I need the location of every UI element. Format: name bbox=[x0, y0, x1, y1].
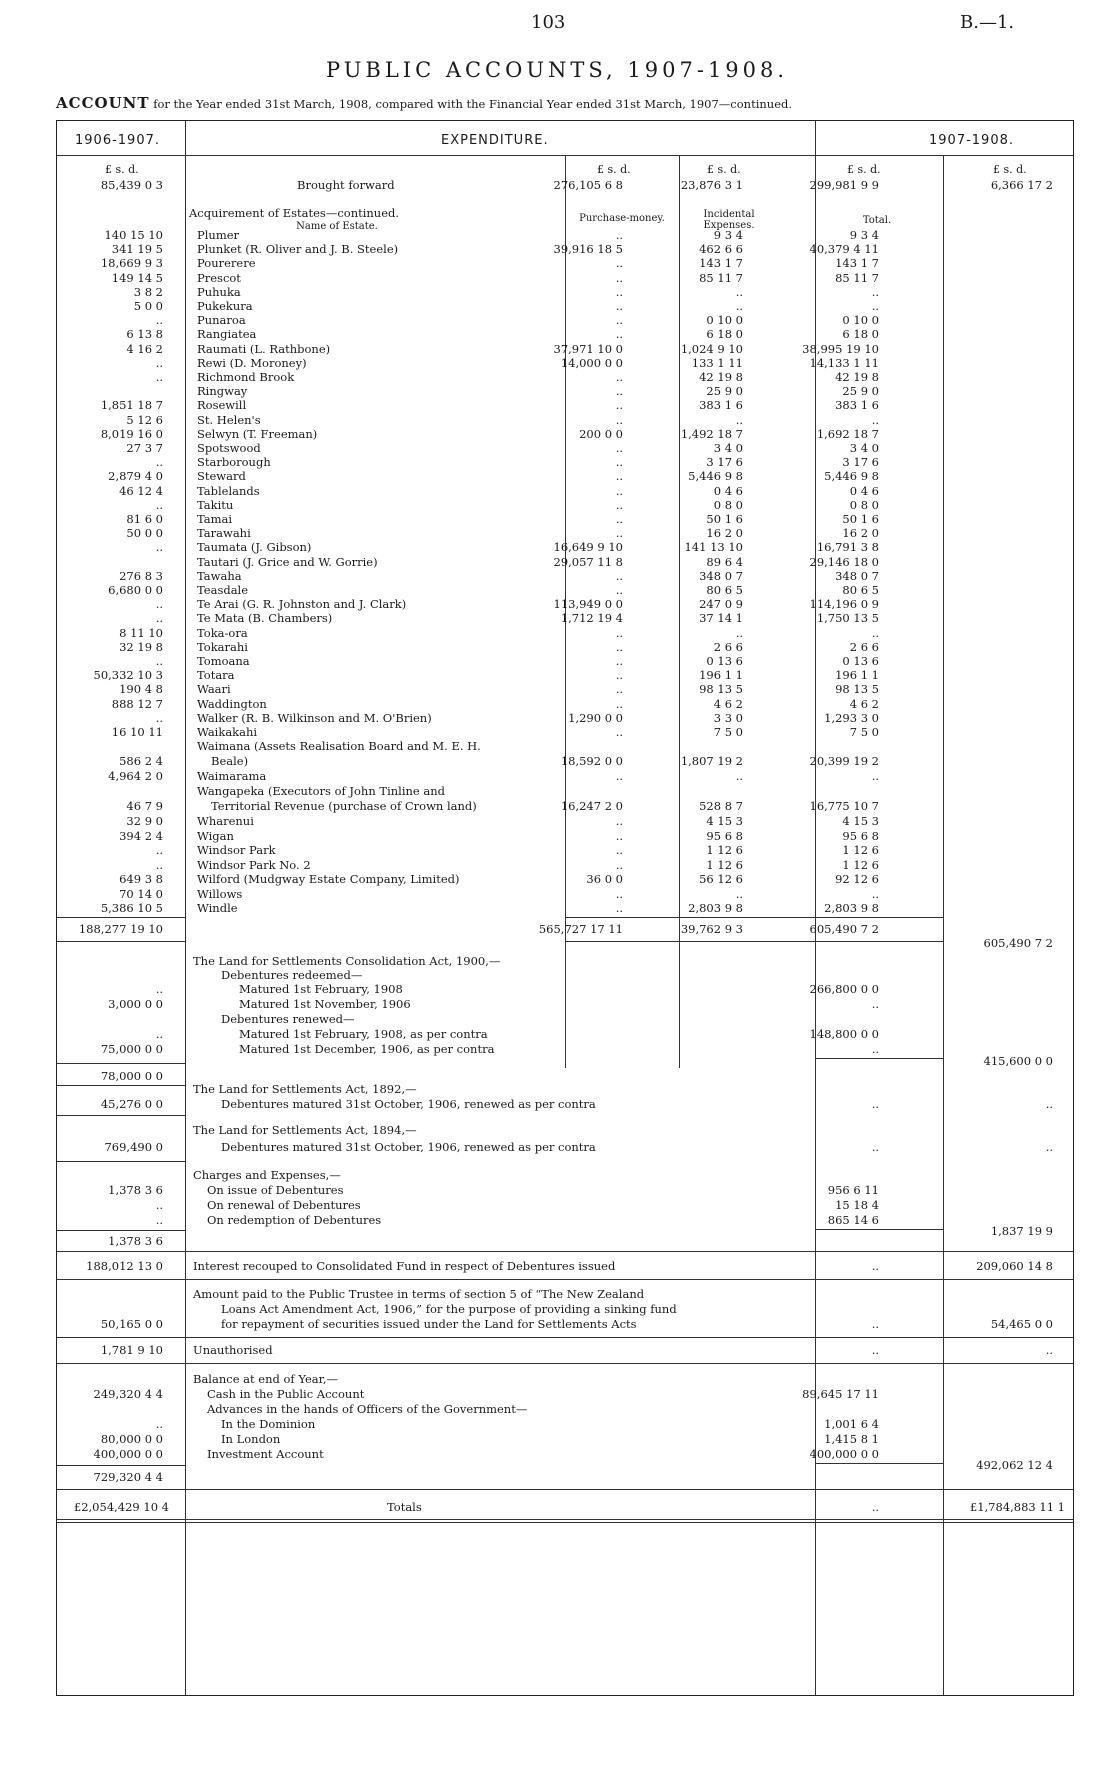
cell-purchase: .. bbox=[615, 441, 623, 455]
cell-prev: 46 12 4 bbox=[119, 483, 163, 498]
cell-prev: 5 12 6 bbox=[126, 412, 163, 427]
cell-inc: 56 12 6 bbox=[699, 872, 743, 886]
cell-name: Pukekura bbox=[197, 299, 253, 313]
consolidation-heading: The Land for Settlements Consolidation Act, 1900,— bbox=[193, 954, 501, 968]
cell-purchase: .. bbox=[615, 455, 623, 470]
cell-name: Steward bbox=[197, 469, 246, 484]
cell-inc: 6 18 0 bbox=[706, 327, 743, 342]
cell-inc: 5,446 9 8 bbox=[688, 469, 743, 484]
cell-total: .. bbox=[871, 412, 879, 427]
cell-purchase: .. bbox=[615, 654, 623, 668]
cell-purchase: .. bbox=[615, 828, 623, 843]
cell-total: 1,750 13 5 bbox=[816, 611, 879, 626]
cell-inc: 25 9 0 bbox=[706, 384, 743, 399]
cell-purchase: .. bbox=[615, 568, 623, 583]
cell-prev: 18,669 9 3 bbox=[100, 256, 163, 271]
cell-inc: 4 15 3 bbox=[706, 814, 743, 828]
rule bbox=[57, 1251, 1073, 1252]
charges-prev-total: 1,378 3 6 bbox=[108, 1234, 163, 1248]
balance-advances: Advances in the hands of Officers of the Government— bbox=[207, 1402, 528, 1416]
cell-inc: 141 13 10 bbox=[684, 540, 743, 555]
cell-prev: 70 14 0 bbox=[119, 886, 163, 901]
cell-total: .. bbox=[871, 886, 879, 901]
cell-name: Tarawahi bbox=[197, 526, 251, 541]
cell-inc: .. bbox=[735, 625, 743, 640]
cell-prev: 140 15 10 bbox=[104, 228, 163, 242]
cell-prev: 4 16 2 bbox=[126, 341, 163, 356]
trustee-line-3: 50,165 0 0 for repayment of securities issued under the Land for Settlements Acts .. 54,465 0 0 bbox=[100, 1317, 1053, 1331]
estate-row-wangapeka-1: Wangapeka (Executors of John Tinline and bbox=[197, 784, 446, 798]
charges-c3: .. On redemption of Debentures 865 14 6 bbox=[155, 1213, 879, 1227]
page-reference: B.—1. bbox=[960, 12, 1015, 33]
cell-name: Plunket (R. Oliver and J. B. Steele) bbox=[197, 242, 399, 257]
cell-total: 38,995 19 10 bbox=[802, 341, 879, 356]
cell-name: Prescot bbox=[197, 270, 241, 285]
subhead-purchase: Purchase-money. bbox=[579, 213, 665, 224]
cell-total: 1,692 18 7 bbox=[816, 426, 879, 441]
page-title: PUBLIC ACCOUNTS, 1907-1908. bbox=[325, 58, 789, 82]
cell-total: 4 6 2 bbox=[849, 696, 879, 711]
subtitle-lead: ACCOUNT bbox=[56, 94, 150, 112]
cell-prev: 50 0 0 bbox=[126, 526, 163, 541]
charges-right: 1,837 19 9 bbox=[990, 1224, 1053, 1238]
cell-total: 143 1 7 bbox=[835, 256, 879, 271]
cell-prev: 888 12 7 bbox=[111, 696, 163, 711]
cell-inc: 3 3 0 bbox=[713, 710, 743, 725]
trustee-line-2: Loans Act Amendment Act, 1906,” for the purpose of providing a sinking fund bbox=[221, 1302, 677, 1316]
balance-cash: 249,320 4 4 Cash in the Public Account 89,645 17 11 bbox=[93, 1387, 879, 1401]
cell-prev: .. bbox=[155, 597, 163, 612]
col-cur-year: 1907-1908. bbox=[929, 133, 1014, 148]
cell-inc: .. bbox=[735, 886, 743, 901]
cell-inc: 247 0 9 bbox=[699, 597, 743, 612]
consolidation-n2: 75,000 0 0 Matured 1st December, 1906, as per contra .. bbox=[100, 1042, 879, 1056]
cell-purchase: .. bbox=[615, 526, 623, 541]
cell-inc: 9 3 4 bbox=[713, 228, 743, 242]
cell-purchase: .. bbox=[615, 497, 623, 512]
cell-total: 196 1 1 bbox=[835, 668, 879, 683]
cell-purchase: .. bbox=[615, 843, 623, 857]
cell-purchase: .. bbox=[615, 639, 623, 654]
cell-total: 348 0 7 bbox=[835, 568, 879, 583]
cell-purchase: .. bbox=[615, 327, 623, 342]
cell-prev: 341 19 5 bbox=[111, 242, 163, 257]
rule bbox=[57, 1063, 185, 1064]
trustee-line-1: Amount paid to the Public Trustee in terms of section 5 of “The New Zealand bbox=[193, 1287, 645, 1301]
balance-investment: 400,000 0 0 Investment Account 400,000 0 0 bbox=[93, 1447, 879, 1461]
cell-total: 16,791 3 8 bbox=[816, 540, 879, 555]
cell-prev: 27 3 7 bbox=[126, 441, 163, 455]
cell-purchase: .. bbox=[615, 412, 623, 427]
cell-purchase: .. bbox=[615, 384, 623, 399]
cell-name: Walker (R. B. Wilkinson and M. O'Brien) bbox=[197, 710, 432, 725]
rule bbox=[57, 917, 185, 918]
estate-row-waimarama: 4,964 2 0 Waimarama .. .. .. bbox=[108, 769, 879, 783]
cell-prev: 6,680 0 0 bbox=[108, 583, 163, 597]
cell-purchase: .. bbox=[615, 901, 623, 915]
estate-row-wangapeka-2: 46 7 9 Territorial Revenue (purchase of Crown land) 16,247 2 0 528 8 7 16,775 10 7 bbox=[126, 799, 879, 813]
cell-prev: 2,879 4 0 bbox=[108, 469, 163, 484]
cell-inc: 462 6 6 bbox=[699, 242, 743, 257]
rule bbox=[57, 1519, 1073, 1520]
cell-purchase: .. bbox=[615, 886, 623, 901]
cell-prev: 3 8 2 bbox=[133, 284, 163, 299]
cell-inc: 0 8 0 bbox=[713, 497, 743, 512]
cell-purchase: 1,712 19 4 bbox=[560, 611, 623, 626]
cell-name: Richmond Brook bbox=[197, 370, 295, 384]
cell-name: Waari bbox=[197, 682, 231, 697]
balance-prev-total: 729,320 4 4 bbox=[93, 1470, 163, 1484]
cell-prev: 1,851 18 7 bbox=[100, 398, 163, 413]
cell-inc: 42 19 8 bbox=[699, 370, 743, 384]
cell-name: Plumer bbox=[197, 228, 240, 242]
cell-total: 2 6 6 bbox=[849, 639, 879, 654]
cell-purchase: .. bbox=[615, 682, 623, 697]
brought-forward-row: 85,439 0 3 Brought forward 276,105 6 8 23,876 3 1 299,981 9 9 6,366 17 2 bbox=[100, 178, 1053, 192]
cell-purchase: .. bbox=[615, 583, 623, 597]
cell-total: 114,196 0 9 bbox=[809, 597, 879, 612]
cell-purchase: .. bbox=[615, 270, 623, 285]
cell-prev: .. bbox=[155, 611, 163, 626]
cell-total: 7 5 0 bbox=[849, 725, 879, 739]
currency-head: £ s. d. bbox=[707, 163, 741, 176]
cell-name: Tablelands bbox=[197, 483, 260, 498]
cell-inc: 16 2 0 bbox=[706, 526, 743, 541]
rule bbox=[57, 1230, 185, 1231]
cell-total: 0 4 6 bbox=[849, 483, 879, 498]
cell-purchase: .. bbox=[615, 483, 623, 498]
cell-total: 25 9 0 bbox=[842, 384, 879, 399]
cell-inc: 0 13 6 bbox=[706, 654, 743, 668]
cell-name: Wilford (Mudgway Estate Company, Limited) bbox=[197, 872, 460, 886]
cell-total: 80 6 5 bbox=[842, 583, 879, 597]
rule bbox=[565, 917, 943, 918]
cell-prev: 32 19 8 bbox=[119, 639, 163, 654]
estates-totals-row: 188,277 19 10 565,727 17 11 39,762 9 3 605,490 7 2 bbox=[78, 922, 879, 936]
cell-purchase: .. bbox=[615, 299, 623, 313]
unauthorised-row: 1,781 9 10 Unauthorised .. .. bbox=[100, 1343, 1053, 1357]
cell-purchase: 36 0 0 bbox=[586, 872, 623, 886]
consolidation-r2: 3,000 0 0 Matured 1st November, 1906 .. bbox=[108, 997, 879, 1011]
cell-prev: .. bbox=[155, 455, 163, 470]
cell-prev: 394 2 4 bbox=[119, 828, 163, 843]
cell-purchase: 1,290 0 0 bbox=[568, 710, 623, 725]
balance-right: 492,062 12 4 bbox=[976, 1458, 1053, 1472]
cell-total: .. bbox=[871, 625, 879, 640]
cell-total: 16 2 0 bbox=[842, 526, 879, 541]
subtitle bbox=[56, 94, 792, 112]
cell-name: Windsor Park bbox=[197, 843, 276, 857]
cell-inc: 95 6 8 bbox=[706, 828, 743, 843]
cell-total: 1 12 6 bbox=[842, 857, 879, 872]
totals-row: £2,054,429 10 4 Totals .. £1,784,883 11 1 bbox=[73, 1500, 1065, 1514]
cell-purchase: .. bbox=[615, 668, 623, 683]
cell-inc: 80 6 5 bbox=[706, 583, 743, 597]
consolidation-n1: .. Matured 1st February, 1908, as per contra 148,800 0 0 bbox=[155, 1027, 879, 1041]
cell-name: Waikakahi bbox=[197, 725, 258, 739]
rule bbox=[57, 1279, 1073, 1280]
cell-name: Windsor Park No. 2 bbox=[197, 857, 311, 872]
cell-purchase: 39,916 18 5 bbox=[553, 242, 623, 257]
cell-name: Pourerere bbox=[197, 256, 256, 271]
act-1894-line: 769,490 0 Debentures matured 31st October, 1906, renewed as per contra .. .. bbox=[104, 1140, 1053, 1154]
cell-inc: 133 1 11 bbox=[691, 355, 743, 370]
subhead-total: Total. bbox=[862, 215, 892, 226]
balance-heading: Balance at end of Year,— bbox=[193, 1372, 338, 1386]
cell-total: 92 12 6 bbox=[835, 872, 879, 886]
consolidation-redeemed: Debentures redeemed— bbox=[221, 968, 363, 982]
cell-prev: 5 0 0 bbox=[133, 299, 163, 313]
cell-inc: 7 5 0 bbox=[713, 725, 743, 739]
cell-inc: 348 0 7 bbox=[699, 568, 743, 583]
cell-name: Wigan bbox=[197, 828, 234, 843]
cell-total: 4 15 3 bbox=[842, 814, 879, 828]
cell-name: Rewi (D. Moroney) bbox=[197, 355, 307, 370]
balance-london: 80,000 0 0 In London 1,415 8 1 bbox=[100, 1432, 879, 1446]
cell-name: Selwyn (T. Freeman) bbox=[197, 426, 318, 441]
table-row bbox=[57, 900, 1075, 916]
currency-head: £ s. d. bbox=[105, 163, 139, 176]
cell-prev: 32 9 0 bbox=[126, 814, 163, 828]
cell-inc: 196 1 1 bbox=[699, 668, 743, 683]
cell-name: Tomoana bbox=[197, 654, 250, 668]
subhead-incidental: Incidental Expenses. bbox=[703, 209, 755, 231]
cell-name: Wharenui bbox=[197, 814, 254, 828]
currency-head: £ s. d. bbox=[993, 163, 1027, 176]
cell-inc: .. bbox=[735, 284, 743, 299]
cell-name: Rangiatea bbox=[197, 327, 257, 342]
cell-inc: 98 13 5 bbox=[699, 682, 743, 697]
cell-prev: .. bbox=[155, 654, 163, 668]
consolidation-renewed: Debentures renewed— bbox=[221, 1012, 355, 1026]
cell-total: 50 1 6 bbox=[842, 512, 879, 526]
cell-purchase: .. bbox=[615, 469, 623, 484]
cell-inc: .. bbox=[735, 412, 743, 427]
cell-purchase: .. bbox=[615, 228, 623, 242]
cell-name: Teasdale bbox=[197, 583, 249, 597]
cell-total: 3 4 0 bbox=[849, 441, 879, 455]
cell-name: Rosewill bbox=[197, 398, 247, 413]
cell-name: Tawaha bbox=[197, 568, 242, 583]
estate-row-waimana-1: Waimana (Assets Realisation Board and M. E. H. bbox=[197, 739, 481, 753]
cell-prev: 190 4 8 bbox=[119, 682, 163, 697]
cell-prev: 8,019 16 0 bbox=[100, 426, 163, 441]
cell-inc: 0 10 0 bbox=[706, 313, 743, 328]
cell-prev: .. bbox=[155, 540, 163, 555]
charges-c1: 1,378 3 6 On issue of Debentures 956 6 11 bbox=[108, 1183, 879, 1197]
cell-total: 1,293 3 0 bbox=[824, 710, 879, 725]
cell-prev: .. bbox=[155, 313, 163, 328]
rule bbox=[57, 1115, 185, 1116]
cell-total: 1 12 6 bbox=[842, 843, 879, 857]
cell-prev: 149 14 5 bbox=[111, 270, 163, 285]
charges-heading: Charges and Expenses,— bbox=[193, 1168, 341, 1182]
cell-purchase: .. bbox=[615, 398, 623, 413]
cell-total: 29,146 18 0 bbox=[809, 554, 879, 569]
consolidation-right: 415,600 0 0 bbox=[983, 1054, 1053, 1068]
cell-purchase: 37,971 10 0 bbox=[553, 341, 623, 356]
estates-heading: Acquirement of Estates—continued. bbox=[189, 206, 400, 220]
cell-purchase: 200 0 0 bbox=[579, 426, 623, 441]
cell-name: Te Arai (G. R. Johnston and J. Clark) bbox=[197, 597, 407, 612]
cell-prev: .. bbox=[155, 370, 163, 384]
cell-prev: 81 6 0 bbox=[126, 512, 163, 526]
cell-inc: 2,803 9 8 bbox=[688, 901, 743, 915]
cell-purchase: .. bbox=[615, 696, 623, 711]
cell-prev: .. bbox=[155, 843, 163, 857]
cell-name: Ringway bbox=[197, 384, 248, 399]
cell-purchase: .. bbox=[615, 857, 623, 872]
consolidation-r1: .. Matured 1st February, 1908 266,800 0 0 bbox=[155, 982, 879, 996]
cell-purchase: 16,649 9 10 bbox=[553, 540, 623, 555]
cell-purchase: .. bbox=[615, 625, 623, 640]
cell-name: Toka-ora bbox=[197, 625, 248, 640]
rule bbox=[57, 1337, 1073, 1338]
col-prev-year: 1906-1907. bbox=[75, 133, 160, 148]
estate-row-waimana-2: 586 2 4 Beale) 18,592 0 0 1,807 19 2 20,399 19 2 bbox=[119, 754, 879, 768]
cell-total: .. bbox=[871, 284, 879, 299]
charges-c2: .. On renewal of Debentures 15 18 4 bbox=[155, 1198, 879, 1212]
cell-total: 383 1 6 bbox=[835, 398, 879, 413]
cell-total: 95 6 8 bbox=[842, 828, 879, 843]
consolidation-prev-total: 78,000 0 0 bbox=[100, 1069, 163, 1083]
cell-prev: .. bbox=[155, 857, 163, 872]
cell-total: 6 18 0 bbox=[842, 327, 879, 342]
cell-name: Te Mata (B. Chambers) bbox=[197, 611, 333, 626]
act-1892-line: 45,276 0 0 Debentures matured 31st October, 1906, renewed as per contra .. .. bbox=[100, 1097, 1053, 1111]
cell-prev: 6 13 8 bbox=[126, 327, 163, 342]
cell-total: 98 13 5 bbox=[835, 682, 879, 697]
cell-prev: 50,332 10 3 bbox=[93, 668, 163, 683]
rule bbox=[57, 1363, 1073, 1364]
cell-total: 0 13 6 bbox=[842, 654, 879, 668]
cell-inc: 3 17 6 bbox=[706, 455, 743, 470]
cell-name: St. Helen's bbox=[197, 412, 261, 427]
cell-name: Spotswood bbox=[197, 441, 261, 455]
cell-total: 9 3 4 bbox=[849, 228, 879, 242]
cell-inc: 50 1 6 bbox=[706, 512, 743, 526]
act-1894-heading: The Land for Settlements Act, 1894,— bbox=[193, 1123, 417, 1137]
cell-total: 42 19 8 bbox=[835, 370, 879, 384]
cell-total: 0 10 0 bbox=[842, 313, 879, 328]
cell-prev: 5,386 10 5 bbox=[100, 901, 163, 915]
cell-inc: 4 6 2 bbox=[713, 696, 743, 711]
cell-prev: 8 11 10 bbox=[119, 625, 163, 640]
cell-inc: 85 11 7 bbox=[699, 270, 743, 285]
cell-name: Starborough bbox=[197, 455, 271, 470]
cell-prev: 16 10 11 bbox=[111, 725, 163, 739]
interest-row: 188,012 13 0 Interest recouped to Consolidated Fund in respect of Debentures issued .. 209,060 14 8 bbox=[86, 1259, 1053, 1273]
cell-inc: 2 6 6 bbox=[713, 639, 743, 654]
currency-head: £ s. d. bbox=[847, 163, 881, 176]
cell-prev: .. bbox=[155, 710, 163, 725]
cell-total: 0 8 0 bbox=[849, 497, 879, 512]
estates-right-total: 605,490 7 2 bbox=[983, 936, 1053, 950]
cell-total: 2,803 9 8 bbox=[824, 901, 879, 915]
cell-inc: 1 12 6 bbox=[706, 843, 743, 857]
cell-inc: 1 12 6 bbox=[706, 857, 743, 872]
cell-inc: 383 1 6 bbox=[699, 398, 743, 413]
rule bbox=[57, 1161, 185, 1162]
cell-purchase: 113,949 0 0 bbox=[553, 597, 623, 612]
cell-purchase: 29,057 11 8 bbox=[553, 554, 623, 569]
cell-inc: .. bbox=[735, 299, 743, 313]
rule bbox=[57, 1522, 1073, 1523]
cell-name: Takitu bbox=[197, 497, 234, 512]
rule bbox=[57, 1465, 185, 1466]
cell-prev: .. bbox=[155, 497, 163, 512]
cell-name: Waddington bbox=[197, 696, 267, 711]
cell-purchase: .. bbox=[615, 256, 623, 271]
col-expenditure: EXPENDITURE. bbox=[441, 133, 549, 148]
cell-name: Punaroa bbox=[197, 313, 246, 328]
accounts-table bbox=[56, 120, 1074, 1696]
cell-purchase: .. bbox=[615, 512, 623, 526]
cell-name: Tautari (J. Grice and W. Gorrie) bbox=[197, 554, 378, 569]
cell-purchase: .. bbox=[615, 725, 623, 739]
cell-name: Willows bbox=[197, 886, 243, 901]
cell-inc: 89 6 4 bbox=[706, 554, 743, 569]
cell-total: 3 17 6 bbox=[842, 455, 879, 470]
cell-inc: 143 1 7 bbox=[699, 256, 743, 271]
cell-name: Totara bbox=[197, 668, 235, 683]
cell-inc: 37 14 1 bbox=[699, 611, 743, 626]
subtitle-text: for the Year ended 31st March, 1908, compared with the Financial Year ended 31st March, 1907—continued. bbox=[153, 97, 793, 111]
cell-inc: 0 4 6 bbox=[713, 483, 743, 498]
cell-total: 40,379 4 11 bbox=[809, 242, 879, 257]
cell-name: Tamai bbox=[197, 512, 233, 526]
act-1892-heading: The Land for Settlements Act, 1892,— bbox=[193, 1082, 417, 1096]
cell-total: 85 11 7 bbox=[835, 270, 879, 285]
cell-prev: .. bbox=[155, 355, 163, 370]
cell-name: Raumati (L. Rathbone) bbox=[197, 341, 331, 356]
cell-name: Puhuka bbox=[197, 284, 241, 299]
cell-inc: 3 4 0 bbox=[713, 441, 743, 455]
cell-purchase: .. bbox=[615, 370, 623, 384]
cell-purchase: .. bbox=[615, 313, 623, 328]
currency-head: £ s. d. bbox=[597, 163, 631, 176]
cell-prev: 276 8 3 bbox=[119, 568, 163, 583]
rule bbox=[57, 1489, 1073, 1490]
cell-purchase: 14,000 0 0 bbox=[560, 355, 623, 370]
cell-name: Windle bbox=[197, 901, 238, 915]
cell-total: .. bbox=[871, 299, 879, 313]
cell-total: 14,133 1 11 bbox=[809, 355, 879, 370]
cell-name: Tokarahi bbox=[197, 639, 248, 654]
cell-prev: 649 3 8 bbox=[119, 872, 163, 886]
cell-inc: 1,024 9 10 bbox=[680, 341, 743, 356]
subhead-name: Name of Estate. bbox=[296, 221, 378, 232]
cell-name: Taumata (J. Gibson) bbox=[197, 540, 312, 555]
cell-purchase: .. bbox=[615, 814, 623, 828]
page-number: 103 bbox=[531, 12, 566, 33]
balance-dominion: .. In the Dominion 1,001 6 4 bbox=[155, 1417, 879, 1431]
cell-purchase: .. bbox=[615, 284, 623, 299]
cell-total: 5,446 9 8 bbox=[824, 469, 879, 484]
rule bbox=[57, 155, 1073, 156]
cell-inc: 1,492 18 7 bbox=[680, 426, 743, 441]
